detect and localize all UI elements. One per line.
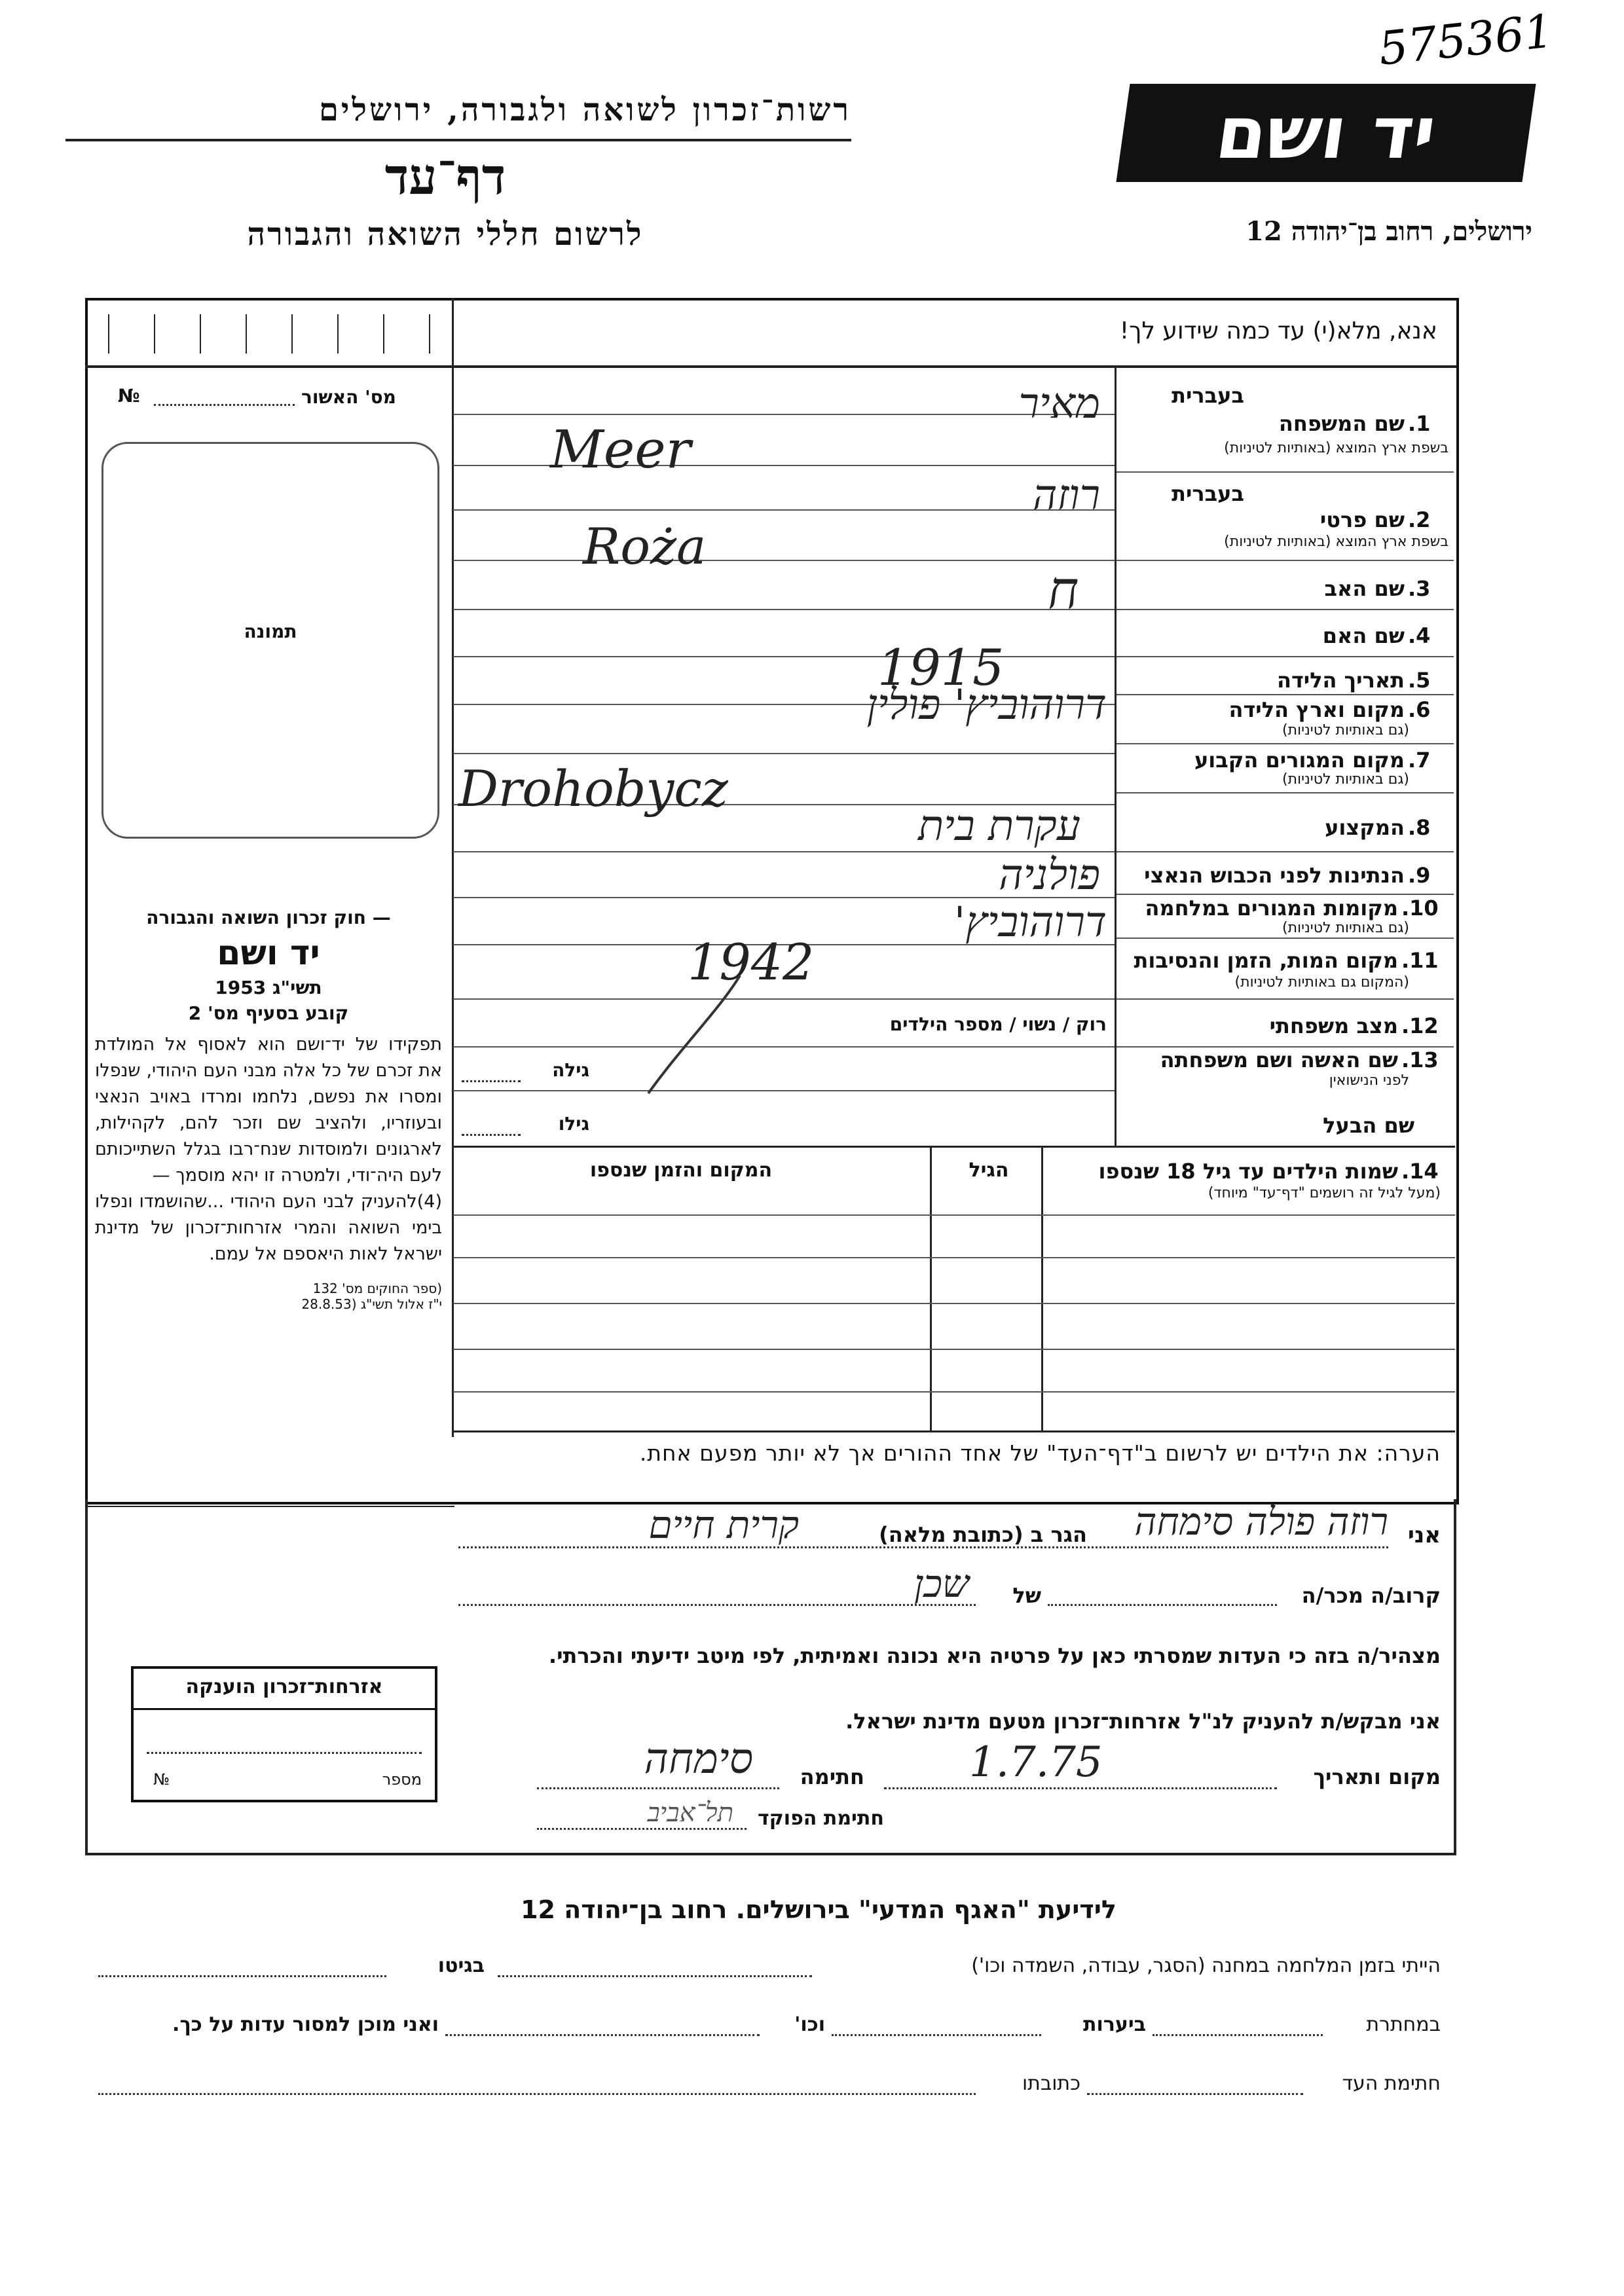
- of-value: שכן: [913, 1561, 969, 1606]
- field-4-label: שם האם: [1322, 623, 1405, 648]
- field-10-number: 10.: [1401, 896, 1439, 920]
- field-10-sub: (גם באותיות לטיניות): [1282, 920, 1409, 936]
- footer-line1: הייתי בזמן המלחמה במחנה (הסגר, עבודה, השמדה וכו'): [971, 1954, 1441, 1977]
- field-11-label: מקום המות, הזמן והנסיבות: [1134, 948, 1398, 973]
- field-6-number: 6.: [1408, 697, 1431, 722]
- declaration-statement: מצהיר/ה בזה כי העדות שמסרתי כאן על פרטיה היא נכונה ואמיתית, לפי מיטב ידיעתי והכרתי.: [548, 1643, 1441, 1668]
- field-2-number: 2.: [1408, 507, 1431, 532]
- place-date-value: 1.7.75: [969, 1738, 1103, 1787]
- husband-age-label: גילו: [558, 1113, 589, 1135]
- citizenship-box-title: אזרחות־זכרון הוענקה: [185, 1675, 383, 1698]
- husband-age-field[interactable]: [462, 1133, 521, 1136]
- strike-through-stroke: [642, 969, 747, 1100]
- field-13-sub: לפני הנישואין: [1329, 1072, 1409, 1089]
- field-4-number: 4.: [1408, 623, 1431, 648]
- field-2-value-hebrew: רוזה: [1032, 471, 1100, 520]
- relative-label: קרוב/ה מכר/ה: [1301, 1583, 1441, 1608]
- law-reference-2: י"ז אלול תשי"ג (28.8.53: [301, 1296, 442, 1312]
- authority-underline: [65, 139, 851, 141]
- inspector-stamp: תל־אביב: [647, 1798, 733, 1828]
- law-clause: קובע בסעיף מס' 2: [188, 1002, 349, 1024]
- signature-value: סימחה: [644, 1735, 753, 1783]
- field-1-label: שם המשפחה: [1278, 411, 1405, 436]
- field-13-age-label: גילה: [552, 1059, 589, 1081]
- address-field[interactable]: [458, 1545, 1388, 1548]
- approval-field[interactable]: [154, 403, 295, 406]
- logo-text: יד ושם: [1211, 91, 1441, 175]
- field-5-value: 1915: [877, 638, 1005, 697]
- relative-field[interactable]: [1048, 1603, 1277, 1606]
- place-date-field[interactable]: [884, 1786, 1277, 1789]
- form-title: דף־עד: [384, 147, 506, 206]
- field-6-label: מקום וארץ הלידה: [1228, 697, 1405, 722]
- field-13-age-field[interactable]: [462, 1079, 521, 1082]
- left-column-bottom: [85, 1506, 454, 1507]
- field-14-col-age: הגיל: [969, 1159, 1009, 1182]
- field-2-value-latin: Roża: [583, 517, 707, 575]
- declarant-name: רוזה פולה סימחה: [1134, 1499, 1388, 1544]
- approval-number-sign: №: [118, 385, 140, 407]
- approval-label: מס' האשור: [301, 386, 396, 408]
- footer-line1-end: בגיטו: [437, 1954, 485, 1977]
- form-subtitle: לרשום חללי השואה והגבורה: [247, 216, 644, 253]
- footer-line3-mid: כתובתו: [1022, 2072, 1080, 2095]
- field-3-label: שם האב: [1324, 576, 1405, 601]
- law-text-2: (4)להעניק לבני העם היהודי ...שהושמדו ונפלו בימי השואה והמרי אזרחות־זכרון של מדינת ישראל לאות היאספם אל עמם.: [95, 1192, 442, 1264]
- field-14-sub: (מעל לגיל זה רושמים "דף־עד" מיוחד): [1208, 1185, 1441, 1201]
- field-1-value-hebrew: מאיר: [1018, 380, 1100, 428]
- declaration-request: אני מבקש/ת להעניק לנ"ל אזרחות־זכרון מטעם מדינת ישראל.: [845, 1709, 1441, 1734]
- field-2-label: שם פרטי: [1320, 507, 1405, 532]
- law-title: — חוק זכרון השואה והגבורה: [146, 907, 391, 928]
- law-name: יד ושם: [217, 934, 320, 973]
- living-label: הגר ב (כתובת מלאה): [879, 1522, 1087, 1547]
- field-7-number: 7.: [1408, 748, 1431, 773]
- field-12-options: רוק / נשוי / מספר הילדים: [889, 1013, 1107, 1035]
- field-8-value: עקרת בית: [918, 802, 1080, 850]
- photo-label: תמונה: [244, 621, 297, 642]
- instruction-text: אנא, מלא(י) עד כמה שידוע לך!: [1119, 318, 1437, 344]
- field-1-sub: בשפת ארץ המוצא (באותיות לטיניות): [1224, 440, 1449, 456]
- law-text: תפקידו של יד־ושם הוא לאסוף אל המולדת את זכרם של כל אלה מבני העם היהודי, שנפלו ומסרו את נפשם, נלחמו ומרדו באויב הנאצי ובעוזריו, ולהציב שם וזכר להם, לקהילות, לארגונים ולמוסדות שנח־רבו בגלל השתייכותם לעם היה־ודי, ולמטרה זו יהא מוסמך —: [95, 1034, 442, 1186]
- field-14-number: 14.: [1401, 1159, 1439, 1184]
- field-9-number: 9.: [1408, 863, 1431, 888]
- note-text: הערה: את הילדים יש לרשום ב"דף־העד" של אחד ההורים אך לא יותר מפעם אחת.: [639, 1440, 1441, 1466]
- field-7-value: Drohobycz: [458, 759, 728, 818]
- field-11-sub: (המקום גם באותיות לטיניות): [1234, 974, 1409, 991]
- living-value: קרית חיים: [648, 1503, 799, 1547]
- inspector-field[interactable]: [537, 1827, 747, 1830]
- footer-title: לידיעת "האגף המדעי" בירושלים. רחוב בן־יהודה 12: [521, 1895, 1116, 1924]
- field-11-value: 1942: [688, 933, 815, 991]
- footer-line2-mid: ביערות: [1083, 2013, 1146, 2036]
- signature-label: חתימה: [800, 1764, 864, 1789]
- field-7-sub: (גם באותיות לטיניות): [1282, 771, 1409, 788]
- field-1-hebrew-tag: בעברית: [1172, 383, 1244, 408]
- field-8-number: 8.: [1408, 815, 1431, 840]
- left-column-separator: [452, 298, 454, 1437]
- field-5-label: תאריך הלידה: [1276, 668, 1405, 693]
- field-14-label: שמות הילדים עד גיל 18 שנספו: [1098, 1159, 1398, 1184]
- main-bottom-border: [85, 1853, 1456, 1855]
- label-value-separator: [1115, 367, 1116, 1146]
- field-1-number: 1.: [1408, 411, 1431, 436]
- footer-line2-start: במחתרת: [1366, 2013, 1441, 2036]
- field-10-value: דרוהוביץ': [953, 898, 1107, 947]
- yad-vashem-logo: [1116, 84, 1536, 182]
- declaration-i-label: אני: [1407, 1522, 1441, 1548]
- instruction-divider: [85, 365, 1456, 368]
- field-12-number: 12.: [1401, 1013, 1439, 1038]
- law-reference-1: (ספר החוקים מס' 132: [312, 1281, 442, 1296]
- citizenship-number-label: מספר: [382, 1770, 422, 1789]
- signature-field[interactable]: [537, 1786, 779, 1789]
- field-9-value: פולניה: [999, 851, 1100, 900]
- field-5-number: 5.: [1408, 668, 1431, 693]
- law-block: [95, 907, 442, 1312]
- authority-name: רשות־זכרון לשואה ולגבורה, ירושלים: [318, 92, 851, 128]
- footer-line2-end: ואני מוכן למסור עדות על כך.: [172, 2013, 439, 2036]
- field-6-sub: (גם באותיות לטיניות): [1282, 722, 1409, 738]
- citizenship-number-sign: №: [153, 1770, 170, 1789]
- field-8-label: המקצוע: [1325, 815, 1405, 840]
- of-label: של: [1012, 1583, 1041, 1608]
- field-13-label: שם האשה ושם משפחתה: [1160, 1048, 1398, 1072]
- field-7-label: מקום המגורים הקבוע: [1194, 748, 1405, 773]
- field-12-label: מצב משפחתי: [1269, 1013, 1398, 1038]
- field-13-number: 13.: [1401, 1048, 1439, 1072]
- field-1-value-latin: Meer: [550, 419, 691, 480]
- header-address: ירושלים, רחוב בן־יהודה 12: [1246, 216, 1532, 247]
- field-9-label: הנתינות לפני הכבוש הנאצי: [1144, 863, 1405, 888]
- field-11-number: 11.: [1401, 948, 1439, 973]
- field-2-sub: בשפת ארץ המוצא (באותיות לטיניות): [1224, 534, 1449, 550]
- field-3-value: ח: [1048, 560, 1079, 621]
- field-2-hebrew-tag: בעברית: [1172, 481, 1244, 506]
- field-10-label: מקומות המגורים במלחמה: [1145, 896, 1398, 920]
- of-field[interactable]: [458, 1603, 976, 1606]
- footer-line3-start: חתימת העד: [1342, 2072, 1441, 2095]
- photo-box: [101, 442, 439, 839]
- place-date-label: מקום ותאריך: [1313, 1764, 1441, 1789]
- archive-number: 575361: [1376, 4, 1556, 76]
- footer-line2-etc: וכו': [794, 2013, 825, 2036]
- husband-label: שם הבעל: [1323, 1113, 1414, 1138]
- citizenship-box: [131, 1666, 437, 1802]
- field-14-col-place: המקום והזמן שנספו: [589, 1159, 773, 1182]
- law-year: תשי"ג 1953: [215, 977, 322, 998]
- inspector-label: חתימת הפוקד: [758, 1807, 884, 1830]
- field-6-value: דרוהוביץ' פולין: [866, 681, 1107, 729]
- field-3-number: 3.: [1408, 576, 1431, 601]
- tick-strip: [95, 314, 439, 354]
